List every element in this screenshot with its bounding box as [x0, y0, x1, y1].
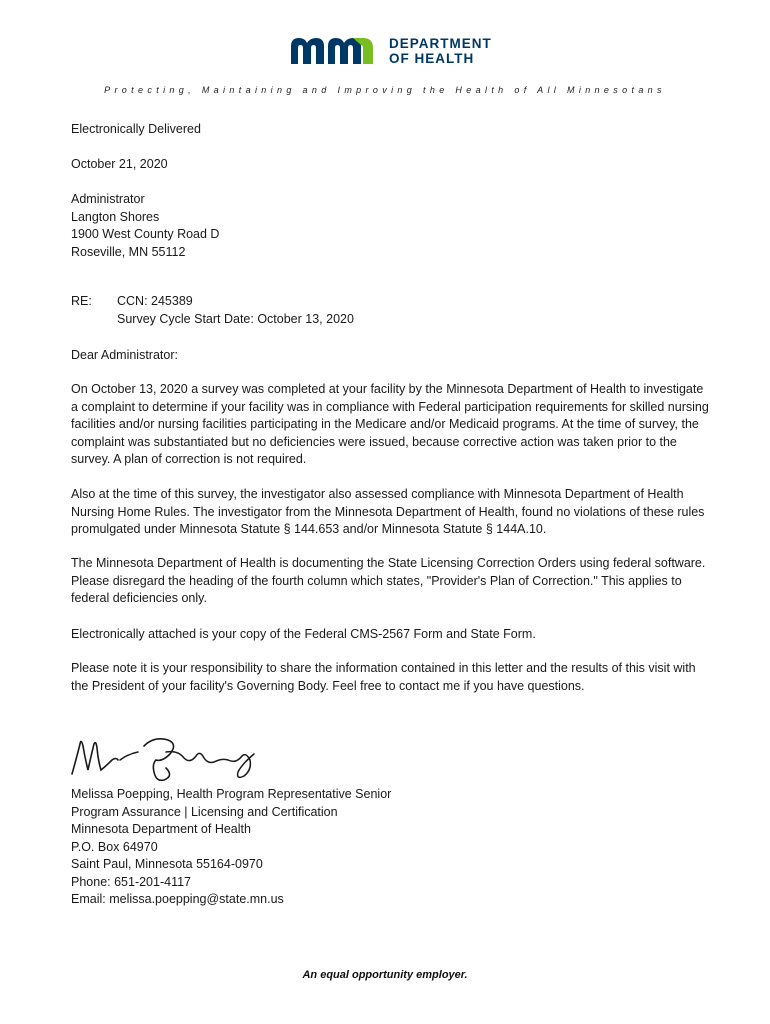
address-line: Administrator	[71, 192, 145, 206]
ccn-number: CCN: 245389	[117, 294, 193, 308]
paragraph-survey: On October 13, 2020 a survey was completed at your facility by the Minnesota Department of Health to investigate a complaint to determine if your facility was in compliance with Federal participation requirements for skilled nursing facilities and/or nursing facilities participating in the Medicare and/or Medicaid programs. At the time of survey, the complaint was substantiated but no deficiencies were issued, because corrective action was taken prior to the survey. A plan of correction is not required.	[71, 382, 709, 466]
paragraph-software: The Minnesota Department of Health is documenting the State Licensing Correction Orders using federal software. Please disregard the heading of the fourth column which states, "Provider's Plan of Correction." This applies to federal deficiencies only.	[71, 556, 706, 605]
address-line: Langton Shores	[71, 209, 160, 224]
signer-phone: Phone: 651-201-4117	[71, 874, 192, 889]
salutation: Dear Administrator:	[71, 348, 178, 362]
delivery-note: Electronically Delivered	[71, 122, 201, 136]
re-label: RE:	[71, 294, 92, 308]
survey-start-date: Survey Cycle Start Date: October 13, 2020	[117, 311, 354, 326]
logo-line-department: DEPARTMENT	[389, 36, 492, 51]
footer-equal-opportunity: An equal opportunity employer.	[302, 969, 468, 981]
signer-division: Program Assurance | Licensing and Certification	[71, 804, 338, 819]
logo-wordmark	[389, 36, 492, 66]
signer-department: Minnesota Department of Health	[71, 822, 251, 836]
signature-block	[71, 786, 711, 909]
mdh-logo	[289, 36, 492, 66]
recipient-address	[71, 191, 711, 261]
paragraph-responsibility: Please note it is your responsibility to share the information contained in this letter and the results of this visit with the President of your facility's Governing Body. Feel free to contact me if you have questions.	[71, 661, 696, 693]
paragraph-rules: Also at the time of this survey, the investigator also assessed compliance with Minnesota Department of Health Nursing Home Rules. The investigator from the Minnesota Department of Health, found no violations of these rules promulgated under Minnesota Statute § 144.653 and/or Minnesota Statute § 144A.10.	[71, 487, 705, 536]
handwritten-signature	[66, 730, 266, 786]
signer-email: Email: melissa.poepping@state.mn.us	[71, 892, 284, 906]
address-line: 1900 West County Road D	[71, 227, 220, 241]
signer-name-title: Melissa Poepping, Health Program Representative Senior	[71, 787, 392, 801]
address-line: Roseville, MN 55112	[71, 244, 186, 259]
signer-city: Saint Paul, Minnesota 55164-0970	[71, 857, 263, 871]
logo-line-of-health: OF HEALTH	[389, 51, 475, 66]
mn-logo-mark-icon	[289, 36, 381, 66]
signer-po-box: P.O. Box 64970	[71, 839, 158, 854]
letter-date: October 21, 2020	[71, 157, 168, 171]
paragraph-attachment: Electronically attached is your copy of the Federal CMS-2567 Form and State Form.	[71, 627, 536, 641]
tagline: Protecting, Maintaining and Improving the Health of All Minnesotans	[104, 85, 666, 95]
